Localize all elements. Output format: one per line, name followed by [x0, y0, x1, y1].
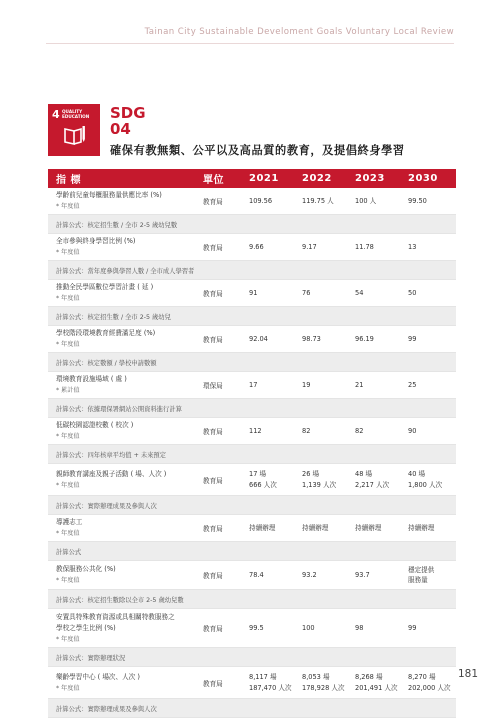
indicator-note: * 年度值	[56, 203, 80, 210]
value-2030	[404, 623, 456, 634]
value-2030-main: 99.50	[408, 196, 427, 205]
formula-row: 計算公式：核定招生數除以全市 2-5 歲幼兒數	[48, 590, 456, 609]
value-2021-main: 8,117 場	[249, 673, 277, 681]
formula-row: 計算公式	[48, 542, 456, 561]
value-2022-main: 98.73	[302, 334, 321, 343]
value-2021-main: 78.4	[249, 570, 264, 579]
value-2030-sub: 1,800 人次	[408, 480, 443, 489]
sdg-icon-number: 4	[52, 108, 60, 121]
value-2023	[351, 288, 404, 299]
value-2030	[404, 196, 456, 207]
value-2023-main: 8,268 場	[355, 673, 383, 681]
value-2023	[351, 334, 404, 345]
value-2021	[245, 469, 298, 490]
indicator-name: 導護志工	[56, 518, 83, 526]
value-2023	[351, 469, 404, 490]
header-2023: 2023	[355, 173, 385, 184]
formula-row: 計算公式：依據環保署網站公開資料進行計算	[48, 399, 456, 418]
value-2022	[298, 570, 351, 581]
indicator-note: * 年度值	[56, 577, 80, 584]
value-2030	[404, 523, 456, 534]
indicator-name: 學齡前兒童每櫃服務量供應比率 (%)	[56, 191, 162, 199]
value-2022	[298, 469, 351, 490]
unit-cell: 教育局	[203, 290, 223, 298]
value-2030-sub: 202,000 人次	[408, 683, 451, 692]
value-2023-main: 54	[355, 288, 364, 297]
indicator-note: * 年度值	[56, 481, 80, 489]
value-2030-main: 99	[408, 334, 417, 343]
value-2021-main: 9.66	[249, 242, 264, 251]
indicator-cell	[48, 517, 203, 539]
indicator-name: 親師教育講座及親子活動 ( 場、人次 )	[56, 469, 167, 478]
indicator-cell	[48, 328, 203, 350]
indicator-cell	[48, 282, 203, 304]
unit-cell: 教育局	[203, 679, 223, 688]
indicator-cell	[48, 564, 203, 586]
value-2022	[298, 672, 351, 693]
table-row	[48, 234, 456, 261]
indicator-cell	[48, 420, 203, 442]
indicator-name: 全市參與終身學習比例 (%)	[56, 237, 136, 245]
unit-cell: 教育局	[203, 572, 223, 580]
value-2021	[245, 623, 298, 634]
value-2021-main: 109.56	[249, 196, 273, 205]
value-2030	[404, 334, 456, 345]
header-divider	[46, 43, 454, 44]
header-2030: 2030	[408, 173, 438, 184]
sdg-icon-name: QUALITY EDUCATION	[62, 109, 90, 119]
value-2021-main: 92.04	[249, 334, 268, 343]
formula-row: 計算公式：實際辦理狀況	[48, 648, 456, 667]
indicator-cell	[48, 612, 203, 645]
unit-cell: 教育局	[203, 476, 223, 485]
formula-row: 計算公式：四年核章平均值 + 未來預定	[48, 445, 456, 464]
formula-row: 計算公式：當年度參與學習人數 / 全市成人學習者	[48, 261, 456, 280]
value-2023-main: 48 場	[355, 470, 373, 478]
indicator-note: * 年度值	[56, 635, 80, 643]
table-row	[48, 464, 456, 496]
book-pencil-icon	[64, 126, 86, 146]
value-2022-main: 119.75 人	[302, 196, 334, 205]
value-2021	[245, 426, 298, 437]
value-2021-sub: 666 人次	[249, 480, 277, 489]
header-unit: 單位	[203, 175, 224, 186]
value-2023-main: 98	[355, 623, 364, 632]
value-2021	[245, 523, 298, 534]
value-2023	[351, 623, 404, 634]
value-2022	[298, 523, 351, 534]
value-2021-main: 17 場	[249, 470, 267, 478]
value-2030-main: 8,270 場	[408, 673, 436, 681]
indicator-name: 樂齡學習中心 ( 場次、人次 )	[56, 672, 140, 681]
unit-cell: 教育局	[203, 336, 223, 344]
value-2021-sub: 187,470 人次	[249, 683, 292, 692]
indicator-note: * 年度值	[56, 341, 80, 348]
formula-row: 計算公式：實際辦理成果及參與人次	[48, 496, 456, 515]
value-2021-main: 112	[249, 426, 262, 435]
indicator-name: 學校階段環境教育經費滿足度 (%)	[56, 329, 156, 337]
unit-cell: 教育局	[203, 198, 223, 206]
table-body	[48, 188, 456, 718]
value-2023-main: 100 人	[355, 196, 377, 205]
indicator-name: 環境教育設施場域 ( 處 )	[56, 375, 127, 383]
table-row	[48, 280, 456, 307]
header-indicator: 指 標	[56, 175, 81, 186]
indicator-cell	[48, 374, 203, 396]
indicator-note: * 累計值	[56, 387, 80, 394]
value-2023	[351, 672, 404, 693]
value-2022	[298, 623, 351, 634]
value-2023	[351, 380, 404, 391]
indicator-cell	[48, 236, 203, 258]
table-header	[48, 169, 456, 188]
value-2023-main: 持續辦理	[355, 523, 382, 532]
table-row	[48, 188, 456, 215]
table-row	[48, 561, 456, 590]
header-2021: 2021	[249, 173, 279, 184]
value-2030-main: 50	[408, 288, 417, 297]
unit-cell: 教育局	[203, 428, 223, 436]
indicator-cell	[48, 190, 203, 212]
value-2021	[245, 570, 298, 581]
value-2030-main: 13	[408, 242, 417, 251]
value-2022	[298, 380, 351, 391]
indicator-note: * 年度值	[56, 530, 80, 537]
value-2030-main: 持續辦理	[408, 523, 435, 532]
value-2023	[351, 196, 404, 207]
table-row	[48, 418, 456, 445]
indicator-note: * 年度值	[56, 433, 80, 440]
value-2022	[298, 196, 351, 207]
value-2022-main: 9.17	[302, 242, 317, 251]
value-2022	[298, 426, 351, 437]
indicator-cell	[48, 469, 203, 491]
table-row	[48, 609, 456, 648]
value-2022-sub: 178,928 人次	[302, 683, 345, 692]
sdg-number: 04	[110, 120, 131, 138]
indicator-table	[48, 169, 456, 718]
value-2021	[245, 380, 298, 391]
value-2022-main: 8,053 場	[302, 673, 330, 681]
value-2021	[245, 672, 298, 693]
unit-cell: 環保局	[203, 382, 223, 390]
indicator-note: * 年度值	[56, 295, 80, 302]
indicator-name: 推動全民學區數位學習計畫 ( 延 )	[56, 283, 154, 291]
sdg-label: SDG	[110, 104, 146, 122]
value-2021-main: 持續辦理	[249, 523, 276, 532]
value-2030-sub: 服務量	[408, 576, 428, 584]
value-2023	[351, 523, 404, 534]
value-2022-main: 26 場	[302, 470, 320, 478]
indicator-note: * 年度值	[56, 684, 80, 692]
indicator-name: 安置具特殊教育資源或具相關特教服務之	[56, 612, 175, 621]
value-2022-sub: 1,139 人次	[302, 480, 337, 489]
indicator-name-cont: 學校之學生比例 (%)	[56, 623, 116, 632]
value-2030-main: 25	[408, 380, 417, 389]
indicator-name: 教保服務公共化 (%)	[56, 565, 116, 573]
table-row	[48, 515, 456, 542]
formula-row: 計算公式：實際辦理成果及參與人次	[48, 699, 456, 718]
value-2021-main: 99.5	[249, 623, 264, 632]
indicator-cell	[48, 672, 203, 694]
formula-row: 計算公式：核定數額 / 學校申請數額	[48, 353, 456, 372]
value-2023-main: 21	[355, 380, 364, 389]
value-2023	[351, 242, 404, 253]
value-2021-main: 17	[249, 380, 258, 389]
value-2030	[404, 288, 456, 299]
value-2021	[245, 288, 298, 299]
value-2021-main: 91	[249, 288, 258, 297]
table-row	[48, 372, 456, 399]
indicator-note: * 年度值	[56, 249, 80, 256]
unit-cell: 教育局	[203, 244, 223, 252]
value-2030	[404, 380, 456, 391]
value-2030-main: 40 場	[408, 470, 426, 478]
value-2030	[404, 426, 456, 437]
value-2030	[404, 242, 456, 253]
value-2030-main: 穩定提供	[408, 565, 435, 574]
value-2030-main: 90	[408, 426, 417, 435]
formula-row: 計算公式：核定招生數 / 全市 2-5 歲幼兒數	[48, 215, 456, 234]
value-2030	[404, 469, 456, 490]
value-2021	[245, 242, 298, 253]
value-2023-sub: 2,217 人次	[355, 480, 390, 489]
sdg-goal-title: 確保有教無類、公平以及高品質的教育，及提倡終身學習	[110, 144, 405, 157]
value-2022-main: 19	[302, 380, 311, 389]
value-2022	[298, 334, 351, 345]
unit-cell: 教育局	[203, 625, 223, 633]
value-2023-main: 93.7	[355, 570, 370, 579]
value-2022-main: 持續辦理	[302, 523, 329, 532]
header-title: Tainan City Sustainable Develoment Goals Voluntary Local Review	[144, 27, 454, 37]
value-2030-main: 99	[408, 623, 417, 632]
value-2022	[298, 242, 351, 253]
value-2021	[245, 196, 298, 207]
formula-row: 計算公式：核定招生數 / 全市 2-5 歲幼兒	[48, 307, 456, 326]
table-row	[48, 326, 456, 353]
page-number: 181	[458, 668, 479, 680]
unit-cell: 教育局	[203, 525, 223, 533]
value-2030	[404, 672, 456, 693]
value-2023-sub: 201,491 人次	[355, 683, 398, 692]
value-2022-main: 93.2	[302, 570, 317, 579]
value-2021	[245, 334, 298, 345]
value-2022	[298, 288, 351, 299]
value-2023	[351, 570, 404, 581]
header-2022: 2022	[302, 173, 332, 184]
indicator-name: 低碳校園認證校數 ( 校次 )	[56, 421, 134, 429]
sdg4-quality-education-icon	[48, 104, 100, 156]
value-2023-main: 11.78	[355, 242, 374, 251]
value-2023-main: 82	[355, 426, 364, 435]
value-2022-main: 82	[302, 426, 311, 435]
value-2022-main: 100	[302, 623, 315, 632]
value-2022-main: 76	[302, 288, 311, 297]
value-2030	[404, 565, 456, 586]
value-2023-main: 96.19	[355, 334, 374, 343]
value-2023	[351, 426, 404, 437]
table-row	[48, 667, 456, 699]
